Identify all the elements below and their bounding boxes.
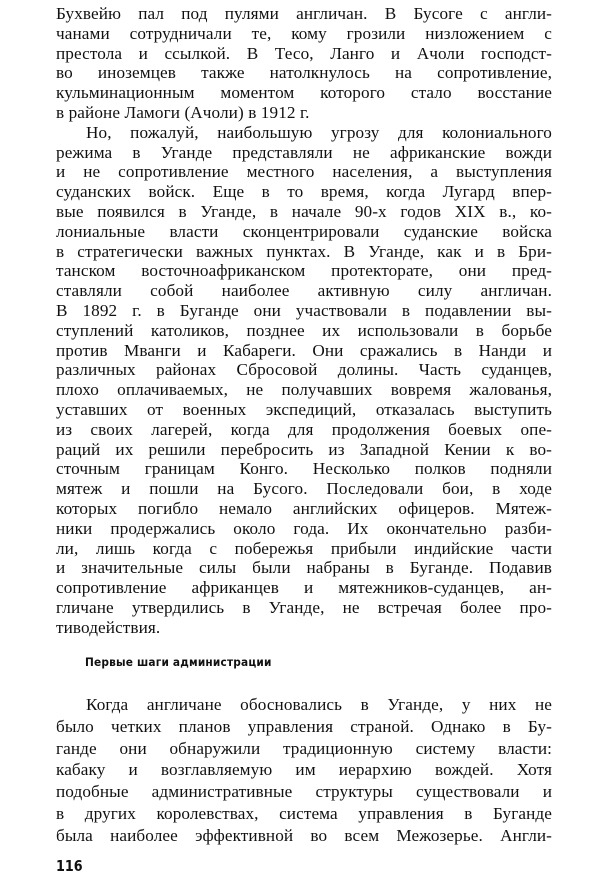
text-line: была наиболее эффективной во всем Межозерье. Англи- [56,825,552,845]
text-line: плохо оплачиваемых, не получавших вовремя жалованья, [56,380,552,400]
paragraph [56,694,552,847]
text-line: в других королевствах, система управления в Буганде [56,803,552,823]
text-line: уставших от военных экспедиций, отказалась выступить [56,399,552,419]
text-line: которых погибло немало английских офицеров. Мятеж- [56,498,552,518]
body-text-top [56,4,552,638]
text-line: гличане утвердились в Уганде, не встречая более про- [56,597,552,617]
paragraph [56,123,552,638]
text-line: вые появился в Уганде, в начале 90-х годов XIX в., ко- [56,201,552,221]
text-line: суданских войск. Еще в то время, когда Лугард впер- [56,182,552,202]
text-line: в районе Ламоги (Ачоли) в 1912 г. [56,102,310,122]
text-line: и значительные силы были набраны в Буганде. Подавив [56,558,552,578]
text-line: мятеж и пошли на Бусого. Последовали бои, в ходе [56,479,552,499]
text-line: Бухвейю пал под пулями англичан. В Бусоге с англи- [56,4,552,23]
text-line: против Мванги и Кабареги. Они сражались в Нанди и [56,340,552,360]
text-line: различных районах Сбросовой долины. Часть суданцев, [56,360,552,380]
text-line: сточным границам Конго. Несколько полков подняли [56,459,552,479]
text-line: кульминационным моментом которого стало восстание [56,83,552,103]
text-line: из своих лагерей, когда для продолжения боевых опе- [56,419,552,439]
text-line: в стратегически важных пунктах. В Уганде, как и в Бри- [56,241,552,261]
text-line: ступлений католиков, позднее их использовали в борьбе [56,320,552,340]
text-line: лониальные власти сконцентрировали суданские войска [56,221,552,241]
text-line: во иноземцев также натолкнулось на сопротивление, [56,63,552,83]
text-line: и не сопротивление местного населения, а выступления [56,162,552,182]
text-line: Когда англичане обосновались в Уганде, у них не [86,695,552,714]
page-number: 116 [56,857,83,875]
section-heading: Первые шаги администрации [85,655,272,669]
text-line: кабаку и возглавляемую им иерархию вождей. Хотя [56,760,552,780]
text-line: ли, лишь когда с побережья прибыли индийские части [56,538,552,558]
text-line: тиводействия. [56,617,161,637]
text-line: режима в Уганде представляли не африканские вожди [56,142,552,162]
text-line: ганде они обнаружили традиционную систему власти: [56,738,552,758]
text-line: Но, пожалуй, наибольшую угрозу для колониального [86,122,552,142]
text-line: сопротивление африканцев и мятежников-суданцев, ан- [56,578,552,598]
text-line: раций их решили перебросить из Западной Кении к во- [56,439,552,459]
text-line: подобные административные структуры существовали и [56,782,552,802]
text-line: ники продержались около года. Их окончательно разби- [56,518,552,538]
text-line: было четких планов управления страной. Однако в Бу- [56,716,552,736]
text-line: чанами сотрудничали те, кому грозили низложением с [56,23,552,43]
text-line: ставляли собой наиболее активную силу англичан. [56,281,552,301]
text-line: танском восточноафриканском протекторате, они пред- [56,261,552,281]
text-line: престола и ссылкой. В Тесо, Ланго и Ачоли господст- [56,43,552,63]
paragraph [56,4,552,123]
text-line: В 1892 г. в Буганде они участвовали в подавлении вы- [56,300,552,320]
